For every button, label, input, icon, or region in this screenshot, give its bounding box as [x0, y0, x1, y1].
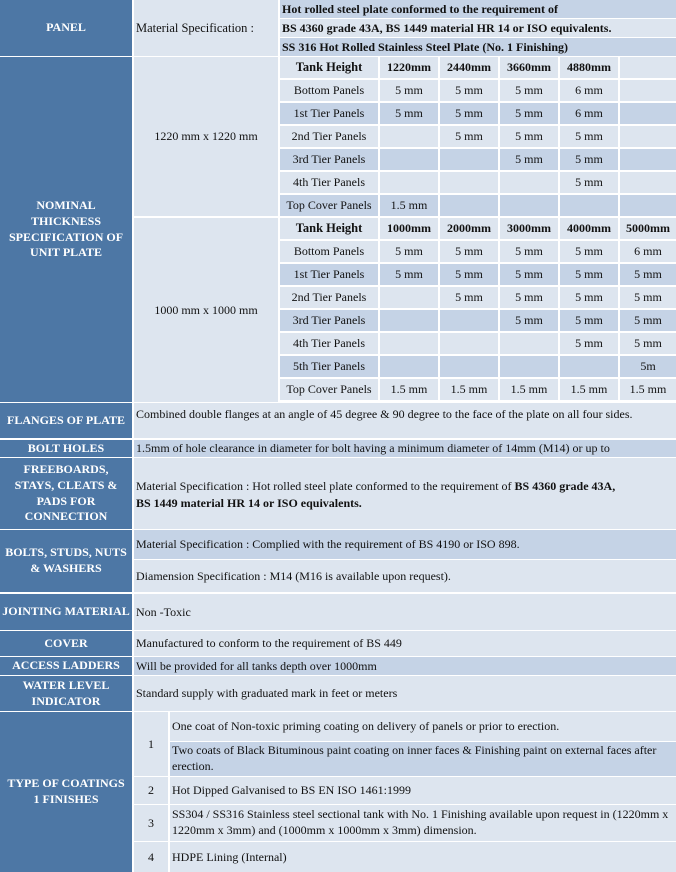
bolts-text2: Diamension Specification : M14 (M16 is available upon request).: [134, 560, 676, 592]
size2-cell: 5 mm: [620, 287, 676, 308]
size2-cell: 5 mm: [440, 241, 498, 262]
size2-cell: 1.5 mm: [620, 379, 676, 400]
coating-1-text1: One coat of Non-toxic priming coating on delivery of panels or prior to erection.: [170, 712, 676, 741]
size2-cell: 1.5 mm: [500, 379, 558, 400]
size2-cell: [440, 333, 498, 354]
size1-cell: 5 mm: [500, 80, 558, 101]
size1-header-cell: 3660mm: [500, 57, 558, 78]
size2-cell: [380, 333, 438, 354]
panel-spec-line3: SS 316 Hot Rolled Stainless Steel Plate (No. 1 Finishing): [280, 38, 676, 56]
flanges-text: Combined double flanges at an angle of 45 degree & 90 degree to the face of the plate on all four sides.: [134, 403, 676, 438]
size2-label: 1000 mm x 1000 mm: [134, 218, 278, 402]
size2-cell: [380, 356, 438, 377]
size1-row-label: 4th Tier Panels: [280, 172, 378, 193]
size2-cell: [440, 356, 498, 377]
freeboards-text-bold1: BS 4360 grade 43A,: [514, 479, 616, 493]
nominal-label: NOMINAL THICKNESS SPECIFICATION OF UNIT PLATE: [0, 57, 132, 402]
size2-header-cell: 2000mm: [440, 218, 498, 239]
size2-cell: 6 mm: [620, 241, 676, 262]
size2-cell: 5m: [620, 356, 676, 377]
coating-3-text: SS304 / SS316 Stainless steel sectional tank with No. 1 Finishing available upon request in (1220mm x 1220mm x 3mm) and (1000mm x 1000mm x 3mm) dimension.: [170, 805, 676, 841]
size2-cell: 5 mm: [380, 241, 438, 262]
size2-cell: [500, 333, 558, 354]
size1-cell: [620, 172, 676, 193]
size1-row-label: Bottom Panels: [280, 80, 378, 101]
size1-cell: 5 mm: [500, 103, 558, 124]
size2-row-label: Bottom Panels: [280, 241, 378, 262]
size1-cell: 5 mm: [560, 149, 618, 170]
size2-cell: 5 mm: [620, 310, 676, 331]
size1-cell: 6 mm: [560, 103, 618, 124]
size2-header-cell: 3000mm: [500, 218, 558, 239]
size2-cell: 5 mm: [560, 264, 618, 285]
size1-row-label: Top Cover Panels: [280, 195, 378, 216]
size2-row-label: 4th Tier Panels: [280, 333, 378, 354]
size1-cell: 5 mm: [440, 126, 498, 147]
size1-row-label: 3rd Tier Panels: [280, 149, 378, 170]
size2-row-label: 2nd Tier Panels: [280, 287, 378, 308]
size1-cell: 5 mm: [500, 126, 558, 147]
size1-label: 1220 mm x 1220 mm: [134, 57, 278, 216]
size2-cell: 5 mm: [620, 264, 676, 285]
size1-cell: [620, 103, 676, 124]
size1-header-cell: Tank Height: [280, 57, 378, 78]
size1-row-label: 1st Tier Panels: [280, 103, 378, 124]
size2-cell: [380, 310, 438, 331]
cover-text: Manufactured to conform to the requirement of BS 449: [134, 631, 676, 656]
size2-cell: 5 mm: [440, 287, 498, 308]
size1-cell: 5 mm: [440, 103, 498, 124]
water-level-text: Standard supply with graduated mark in feet or meters: [134, 676, 676, 711]
size2-row-label: 1st Tier Panels: [280, 264, 378, 285]
coating-1-text2: Two coats of Black Bituminous paint coating on inner faces & Finishing paint on external faces after erection.: [170, 742, 676, 776]
size2-cell: [440, 310, 498, 331]
size1-cell: [620, 126, 676, 147]
size2-cell: 5 mm: [380, 264, 438, 285]
size2-cell: 5 mm: [560, 310, 618, 331]
access-text: Will be provided for all tanks depth over 1000mm: [134, 657, 676, 675]
size1-cell: [440, 195, 498, 216]
size2-cell: [380, 287, 438, 308]
size1-header-cell: 4880mm: [560, 57, 618, 78]
size2-cell: 5 mm: [500, 241, 558, 262]
size2-header-cell: 4000mm: [560, 218, 618, 239]
size1-cell: [500, 172, 558, 193]
size1-header-cell: 1220mm: [380, 57, 438, 78]
size2-cell: [560, 356, 618, 377]
coating-4-text: HDPE Lining (Internal): [170, 842, 676, 872]
coating-num-2: 2: [134, 777, 168, 804]
size2-cell: 5 mm: [560, 287, 618, 308]
panel-spec-line2: BS 4360 grade 43A, BS 1449 material HR 14 or ISO equivalents.: [280, 19, 676, 37]
panel-label: PANEL: [0, 0, 132, 56]
size2-cell: 1.5 mm: [380, 379, 438, 400]
bolts-text1: Material Specification : Complied with the requirement of BS 4190 or ISO 898.: [134, 530, 676, 559]
size1-cell: [620, 149, 676, 170]
size1-cell: [380, 149, 438, 170]
freeboards-text-bold2: BS 1449 material HR 14 or ISO equivalents.: [136, 495, 362, 510]
panel-spec-line1: Hot rolled steel plate conformed to the requirement of: [280, 0, 676, 18]
size1-cell: 5 mm: [500, 149, 558, 170]
jointing-label: JOINTING MATERIAL: [0, 594, 132, 630]
size1-header-cell: [620, 57, 676, 78]
size1-cell: 1.5 mm: [380, 195, 438, 216]
size2-cell: 5 mm: [500, 310, 558, 331]
freeboards-text: [134, 458, 676, 529]
size1-cell: [560, 195, 618, 216]
size2-cell: 1.5 mm: [560, 379, 618, 400]
bolts-label: BOLTS, STUDS, NUTS & WASHERS: [0, 530, 132, 592]
size2-row-label: 5th Tier Panels: [280, 356, 378, 377]
coatings-label: TYPE OF COATINGS 1 FINISHES: [0, 712, 132, 872]
size2-row-label: Top Cover Panels: [280, 379, 378, 400]
size2-cell: 5 mm: [620, 333, 676, 354]
size1-cell: [500, 195, 558, 216]
freeboards-label: FREEBOARDS, STAYS, CLEATS & PADS FOR CONNECTION: [0, 458, 132, 529]
size1-cell: [380, 172, 438, 193]
size2-cell: [500, 356, 558, 377]
size1-cell: 6 mm: [560, 80, 618, 101]
size2-header-cell: 5000mm: [620, 218, 676, 239]
size1-cell: [440, 149, 498, 170]
size1-cell: 5 mm: [560, 126, 618, 147]
freeboards-text-plain: Material Specification : Hot rolled steel plate conformed to the requirement of: [136, 479, 515, 493]
size2-cell: 1.5 mm: [440, 379, 498, 400]
size1-cell: [380, 126, 438, 147]
size1-cell: 5 mm: [380, 80, 438, 101]
size2-row-label: 3rd Tier Panels: [280, 310, 378, 331]
coating-num-4: 4: [134, 842, 168, 872]
size1-cell: 5 mm: [440, 80, 498, 101]
size1-cell: [620, 195, 676, 216]
bolt-holes-label: BOLT HOLES: [0, 440, 132, 457]
size2-header-cell: 1000mm: [380, 218, 438, 239]
size1-header-cell: 2440mm: [440, 57, 498, 78]
coating-num-3: 3: [134, 805, 168, 841]
size1-cell: 5 mm: [380, 103, 438, 124]
size2-cell: 5 mm: [440, 264, 498, 285]
size1-cell: [620, 80, 676, 101]
bolt-holes-text: 1.5mm of hole clearance in diameter for bolt having a minimum diameter of 14mm (M14) or up to: [134, 440, 676, 457]
size2-cell: 5 mm: [560, 241, 618, 262]
size1-cell: 5 mm: [560, 172, 618, 193]
size2-cell: 5 mm: [500, 287, 558, 308]
size1-row-label: 2nd Tier Panels: [280, 126, 378, 147]
coating-2-text: Hot Dipped Galvanised to BS EN ISO 1461:1999: [170, 777, 676, 804]
size1-cell: [440, 172, 498, 193]
panel-spec-label: Material Specification :: [134, 0, 278, 56]
water-level-label: WATER LEVEL INDICATOR: [0, 676, 132, 711]
size2-cell: 5 mm: [560, 333, 618, 354]
flanges-label: FLANGES OF PLATE: [0, 403, 132, 438]
coating-num-1: 1: [134, 712, 168, 776]
size2-header-cell: Tank Height: [280, 218, 378, 239]
access-label: ACCESS LADDERS: [0, 657, 132, 675]
size2-cell: 5 mm: [500, 264, 558, 285]
cover-label: COVER: [0, 631, 132, 656]
jointing-text: Non -Toxic: [134, 594, 676, 630]
